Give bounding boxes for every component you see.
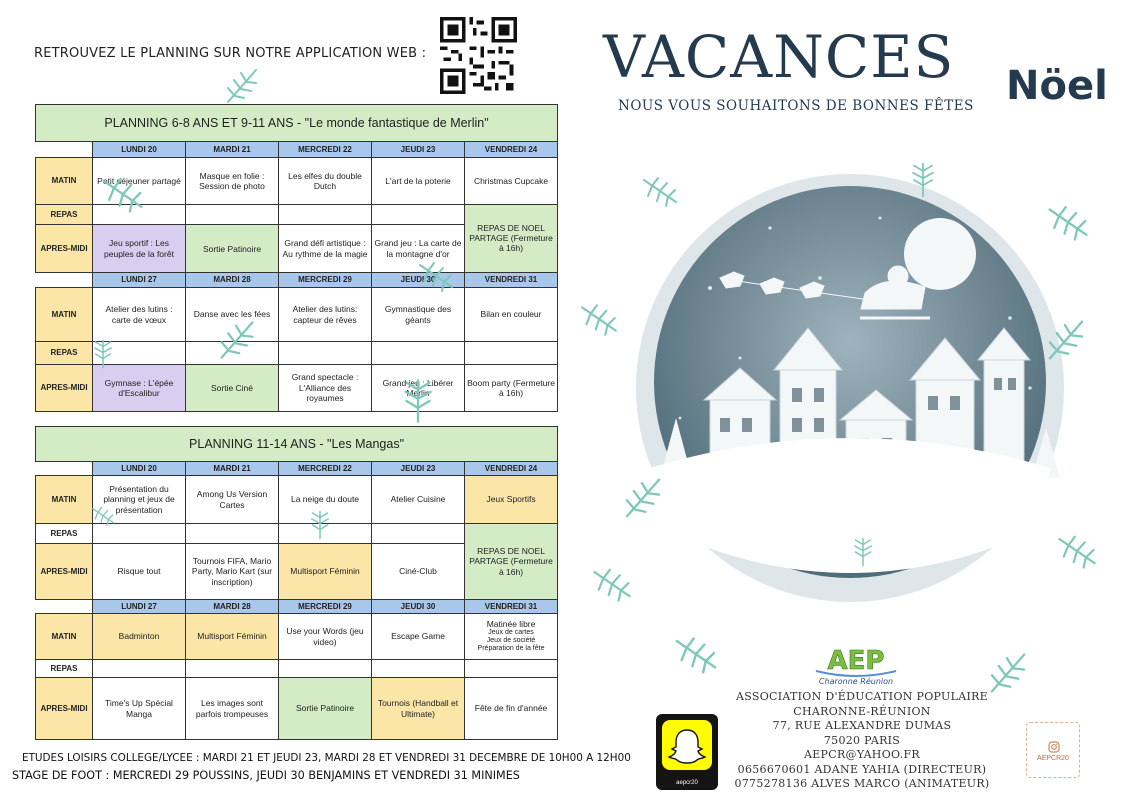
leaf-sprig-icon	[848, 520, 878, 584]
cover-title: VACANCES	[603, 23, 955, 91]
row-label-repas: REPAS	[36, 660, 93, 678]
activity-cell: Atelier des lutins: capteur de rêves	[279, 288, 372, 342]
activity-cell: Les elfes du double Dutch	[279, 157, 372, 204]
cover-subtitle: NOUS VOUS SOUHAITONS DE BONNES FÊTES	[618, 98, 974, 114]
day-header: LUNDI 20	[93, 142, 186, 157]
day-header: VENDREDI 24	[465, 462, 558, 476]
activity-cell: Sortie Ciné	[186, 364, 279, 411]
address-city: 75020 PARIS	[823, 733, 901, 747]
activity-cell: Jeux Sportifs	[465, 476, 558, 524]
day-header: MARDI 21	[186, 142, 279, 157]
row-label-repas: REPAS	[36, 341, 93, 364]
activity-cell: Escape Game	[372, 614, 465, 660]
contact-email[interactable]: AEPCR@YAHOO.FR	[803, 748, 921, 761]
row-label-apres-midi: APRES-MIDI	[36, 678, 93, 740]
activity-cell: Risque tout	[93, 544, 186, 600]
activity-cell: Gymnastique des géants	[372, 288, 465, 342]
activity-cell: Gymnase : L'épée d'Escalibur	[93, 364, 186, 411]
activity-cell: Boom party (Fermeture à 16h)	[465, 364, 558, 411]
leaf-sprig-icon	[578, 290, 620, 346]
activity-cell: Jeu sportif : Les peuples de la forêt	[93, 225, 186, 272]
day-header: LUNDI 27	[93, 600, 186, 614]
association-subname: CHARONNE-RÉUNION	[793, 704, 931, 718]
day-header: JEUDI 30	[372, 272, 465, 287]
row-label-repas: REPAS	[36, 204, 93, 225]
leaf-sprig-icon	[590, 560, 634, 606]
day-header: JEUDI 30	[372, 600, 465, 614]
row-label-apres-midi: APRES-MIDI	[36, 544, 93, 600]
instagram-badge[interactable]	[1026, 722, 1080, 778]
activity-cell: Danse avec les fées	[186, 288, 279, 342]
day-header: LUNDI 27	[93, 272, 186, 287]
activity-cell: Grand spectacle : L'Alliance des royaumes	[279, 364, 372, 411]
leaf-sprig-icon	[672, 628, 720, 678]
activity-cell: Masque en folie : Session de photo	[186, 157, 279, 204]
day-header: MARDI 21	[186, 462, 279, 476]
activity-cell: Les images sont parfois trompeuses	[186, 678, 279, 740]
aep-logo-text: AEP	[827, 646, 885, 676]
activity-cell: Time's Up Spécial Manga	[93, 678, 186, 740]
activity-cell: Multisport Féminin	[186, 614, 279, 660]
day-header: VENDREDI 31	[465, 600, 558, 614]
activity-cell: Atelier des lutins : carte de vœux	[93, 288, 186, 342]
stage-foot-text: STAGE DE FOOT : MERCREDI 29 POUSSINS, JEUDI 30 BENJAMINS ET VENDREDI 31 MINIMES	[12, 769, 520, 782]
row-label-matin: MATIN	[36, 476, 93, 524]
leaf-sprig-icon	[305, 508, 335, 542]
activity-cell: REPAS DE NOEL PARTAGE (Fermeture à 16h)	[465, 204, 558, 272]
activity-cell: L'art de la poterie	[372, 157, 465, 204]
leaf-sprig-icon	[416, 250, 456, 300]
day-header: JEUDI 23	[372, 142, 465, 157]
leaf-sprig-icon	[215, 318, 259, 362]
leaf-sprig-icon	[1055, 520, 1099, 580]
contact-phone-animator[interactable]: 0775278136 ALVES MARCO (ANIMATEUR)	[734, 777, 990, 790]
leaf-sprig-icon	[222, 66, 262, 106]
activity-cell: Présentation du planning et jeux de présentation	[93, 476, 186, 524]
activity-cell: Grand jeu : Libérer Merlin	[372, 364, 465, 411]
etudes-loisirs-text: ETUDES LOISIRS COLLEGE/LYCEE : MARDI 21 ET JEUDI 23, MARDI 28 ET VENDREDI 31 DECEMBRE DE 10H00 A 12H00	[22, 752, 631, 764]
day-header: MARDI 28	[186, 600, 279, 614]
day-header: MARDI 28	[186, 272, 279, 287]
activity-cell: Christmas Cupcake	[465, 157, 558, 204]
activity-cell: Tournois (Handball et Ultimate)	[372, 678, 465, 740]
friday-matin-line: Préparation de la fête	[477, 645, 545, 653]
activity-cell: Tournois FIFA, Mario Party, Mario Kart (sur inscription)	[186, 544, 279, 600]
friday-matin-line: Jeux de société	[486, 637, 536, 645]
friday-matin-line: Jeux de cartes	[488, 629, 534, 637]
activity-cell: Among Us Version Cartes	[186, 476, 279, 524]
cover-title-noel: Nöel	[1006, 63, 1108, 109]
day-header: MERCREDI 29	[279, 272, 372, 287]
leaf-sprig-icon	[100, 170, 146, 216]
web-app-text: RETROUVEZ LE PLANNING SUR NOTRE APPLICATION WEB :	[34, 46, 427, 61]
row-label-matin: MATIN	[36, 614, 93, 660]
aep-logo-subtitle: Charonne Réunion	[818, 677, 894, 686]
leaf-sprig-icon	[88, 336, 118, 372]
planning-title: PLANNING 6-8 ANS ET 9-11 ANS - "Le monde fantastique de Merlin"	[36, 105, 558, 142]
activity-cell: Use your Words (jeu video)	[279, 614, 372, 660]
row-label-matin: MATIN	[36, 157, 93, 204]
activity-cell: Sortie Patinoire	[186, 225, 279, 272]
activity-cell	[465, 614, 558, 660]
row-label-matin: MATIN	[36, 288, 93, 342]
friday-matin-line: Matinée libre	[486, 618, 536, 629]
planning-11-14-table	[35, 426, 558, 740]
snapchat-ghost-icon	[656, 714, 718, 776]
row-label-apres-midi: APRES-MIDI	[36, 364, 93, 411]
day-header: MERCREDI 29	[279, 600, 372, 614]
day-header: VENDREDI 31	[465, 272, 558, 287]
day-header: LUNDI 20	[93, 462, 186, 476]
qr-code-icon[interactable]	[440, 17, 517, 94]
day-header: MERCREDI 22	[279, 462, 372, 476]
snapchat-code[interactable]	[656, 714, 718, 790]
activity-cell: REPAS DE NOEL PARTAGE (Fermeture à 16h)	[465, 524, 558, 600]
leaf-sprig-icon	[90, 500, 116, 530]
day-header: MERCREDI 22	[279, 142, 372, 157]
activity-cell: Badminton	[93, 614, 186, 660]
activity-cell: Grand jeu : La carte de la montagne d'or	[372, 225, 465, 272]
day-header: VENDREDI 24	[465, 142, 558, 157]
activity-cell: Fête de fin d'année	[465, 678, 558, 740]
activity-cell: Grand défi artistique : Au rythme de la magie	[279, 225, 372, 272]
leaf-sprig-icon	[1043, 310, 1089, 370]
leaf-sprig-icon	[1045, 195, 1091, 247]
activity-cell: Ciné-Club	[372, 544, 465, 600]
snapchat-handle: aepcr20	[676, 780, 698, 786]
activity-cell: Petit déjeuner partagé	[93, 157, 186, 204]
aep-logo	[806, 641, 906, 687]
activity-cell: Atelier Cuisine	[372, 476, 465, 524]
leaf-sprig-icon	[635, 170, 685, 210]
leaf-sprig-icon	[395, 375, 441, 427]
association-contact-block	[732, 690, 992, 792]
row-label-apres-midi: APRES-MIDI	[36, 225, 93, 272]
day-header: JEUDI 23	[372, 462, 465, 476]
activity-cell: Multisport Féminin	[279, 544, 372, 600]
activity-cell: La neige du doute	[279, 476, 372, 524]
instagram-handle: AEPCR20	[1037, 755, 1069, 762]
leaf-sprig-icon	[905, 150, 941, 210]
planning-title: PLANNING 11-14 ANS - "Les Mangas"	[36, 427, 558, 462]
association-name: ASSOCIATION D'ÉDUCATION POPULAIRE	[735, 690, 988, 703]
contact-phone-director[interactable]: 0656670601 ADANE YAHIA (DIRECTEUR)	[737, 762, 987, 776]
address-street: 77, RUE ALEXANDRE DUMAS	[772, 719, 952, 732]
activity-cell: Bilan en couleur	[465, 288, 558, 342]
leaf-sprig-icon	[620, 470, 666, 526]
row-label-repas: REPAS	[36, 524, 93, 544]
instagram-icon	[1048, 741, 1060, 753]
activity-cell: Sortie Patinoire	[279, 678, 372, 740]
